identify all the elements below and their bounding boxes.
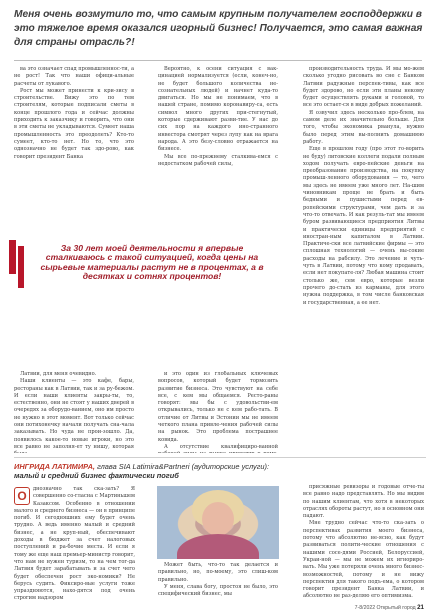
paragraph: Рост мы может принести к кри-зису в строительстве. Вижу это по тем строителям, которые подписали сметы в конце прошлого года и сейчас должны приходить к заказчику и говорить, что они в эти сметы не укладываются. Сумеет наша промышленность это преодолеть? Кто-то сумеет, кто-то нет. Но то, что это однозначно не будет так здо-рово, как говорит президент Банка [14, 87, 134, 160]
paragraph: днозначно так ска-зать? Я совершенно со-гласна с Мартиньшем Казаксом. Особенно в отношении малого и среднего бизнеса — он в принципе погиб. И сегодняшних ему будет очень трудно. А ведь именно малый и средний бизнес, а не круп-ный, обеспечивают доходы в бюджет за счет налоговых поступлений и ра-бочие места. И если я тому же еще наш премьер-министр говорит, что нам не нужен туризм, то на чем тог-да Латвия будет зарабатывать и за счет чего будет обеспечен рост эко-номики? Не берусь судить. Фиксиро-вые услуги тоже упраздняются, нахо-дятся под очень строгим надзором [14, 486, 135, 602]
quote-accent-bar [18, 246, 24, 288]
lead-divider [14, 60, 422, 61]
paragraph: У меня, слава богу, простоя не было, это специфический бизнес, мы [158, 583, 278, 598]
paragraph: производительность труда. И мы мо-жем сколько угодно рисовать во сне с Банком Латвии радужные перспек-тивы, как все будет здорово, но если эти планы некому будет осуществлять руками и головой, то все это остает-ся в виде добрых пожеланий. [303, 66, 424, 109]
lead-quote: Меня очень возмутило то, что самым крупным получателем господдержки в это тяжелое время оказался игорный бизнес! Получается, это самая важная для страны отрасль?! [14, 9, 423, 48]
section-title: малый и средний бизнес фактически погиб [14, 471, 179, 481]
column-5 [158, 562, 278, 608]
section-divider [14, 457, 426, 458]
pull-quote [9, 240, 276, 368]
paragraph: Я озвучил здесь несколько про-блем, на самом деле их значительно больше. Для того, чтобы экономика рванула, нужно было перед этим вы-полнить домашнюю работу. [303, 109, 424, 145]
paragraph: А отсутствие квалифициро-ванной [164, 443, 278, 450]
paragraph: Наши клиенты — это кафе, бары, рестораны как в Латвии, так и за ру-бежом. И если наши клиенты закры-ты, то, естественно, они не стоят у наших дверей в очередях за оборудо-ванием, оно им просто не нужно в этот момент. Вот только сейчас они потихонечку начали получать сна-чала заказывать. Но чуда не прои-зошло. Да, появилось какое-то новые игроки, но это все равно не заполня-ет ту нишу, которая [14, 378, 134, 450]
column-4 [14, 486, 135, 606]
portrait-face [202, 502, 234, 536]
interview-heading [14, 462, 426, 480]
paragraph: Может быть, что-то так делается и правильно, но, по-моему, это слиш-ком правильно. [158, 562, 278, 583]
column-2-mid [158, 371, 278, 453]
column-2-top [158, 66, 278, 240]
column-6 [303, 484, 424, 605]
paragraph: Еще в прошлом году (про этот го-ворить не буду) литовские коллеги подали полным ходом получать евро-пейские деньги на преобразование производства, на покупку промыш-ленного оборудования — то, чего мы здесь не имеем уже много лет. На-шим чиновникам проще не брать и быть бедными и пушистыми перед ев-ропейскими структурами, чем дать и за что-то отвечать. И как резуль-тат мы имеем буром развивающиеся предприятия Литвы и практически единицы предприятий с иностран-ным капиталом в Латвии. Практиче-ски все латвийские фирмы — это сплошная технологий — очень вы-сокие расходы на рабсилу. Это лечение и чуть-чуть в Латвии, потому что кому продавать, если нет покупате-ля? Любая машина стоит столько же, сем евро, которые везли прочего до-стать из карманы, для этого нужна поддержка, в том числе банковская и государственная, а ее нет. [303, 146, 424, 306]
page-footer [355, 604, 424, 611]
drop-cap: О [14, 487, 30, 505]
paragraph: Вероятно, к осени ситуация с вак-цинацией нормализуется (если, конеч-но, не будет большого количества не-сознательных людей) и начнет куда-то двигаться. Но мы не понимаем, что в нашей стране, помимо коронавиру-са, есть символ много других при-стегнутый, которые сдерживают разви-тие. У нас до сих пор на каждого ино-странного инвестора смотрят через лупу как на врага народа. А это безу-словно отражается на бизнесе. [158, 66, 278, 153]
speaker-position: глава SIA Latimira&Partneri (аудиторские услуги): [97, 462, 270, 471]
quote-accent-bar [9, 240, 16, 274]
paragraph: и это один из глобальных ключевых вопросов, который будет тормозить развитие бизнеса. Это чувствуют на себе все, с кем мы общаемся. Ресто-раны говорят: мы бы с удовольстви-ем открывались, только не с кем рабо-тать. В отличие от Литвы и Эстонии мы не имеем четкого плана привле-чения рабочей силы на рынок. Это проблема пострашнее ковида. [158, 371, 278, 443]
pull-quote-text: За 30 лет моей деятельности я впервые сталкиваюсь с такой ситуацией, когда цены на сырьевые материалы растут не в процентах, а в десятках и сотнях процентов! [40, 243, 264, 281]
paragraph: присяжные ревизоры и годовые отче-ты все равно надо представлять. Но мы видим по нашим клиентам, что хотя в некоторых отраслях обороты растут, но в основном они падают. [303, 484, 424, 520]
column-3 [303, 66, 424, 450]
column-1-top [14, 66, 134, 240]
portrait-photo [157, 486, 279, 559]
issue-label: 7-8/2022 Открытый город [354, 605, 416, 611]
speaker-name: ИНГРИДА ЛАТИМИРА, [14, 462, 95, 471]
column-1-mid [14, 371, 134, 453]
paragraph: Мы все по-прежнему сталкива-емся с недостатком рабочей силы, [158, 153, 278, 167]
portrait-shoulders [177, 534, 259, 559]
page-number: 21 [417, 604, 424, 611]
paragraph: Латвии, для меня очевидно. [20, 371, 97, 377]
paragraph: ва это означает спад промышленнос-ти, а не рост! Так что наши офици-альные расчеты от лукавого. [14, 66, 134, 87]
paragraph: Мне трудно сейчас что-то ска-зать о перспективах развития моего бизнеса, потому что абсолютно не-ясно, как будут развиваться полити-ческие отношения с нашими сосе-дями Россией, Белоруссией, Украи-ной — мы не можем их игнориро-вать. Мы уже потеряли очень много бизнес-возможностей, потому и не вижу перспектив для такого подъ-ема, о котором говорит президент Банка Латвии, и абсолютно не раз-деляю его оптимизма. [303, 520, 424, 600]
